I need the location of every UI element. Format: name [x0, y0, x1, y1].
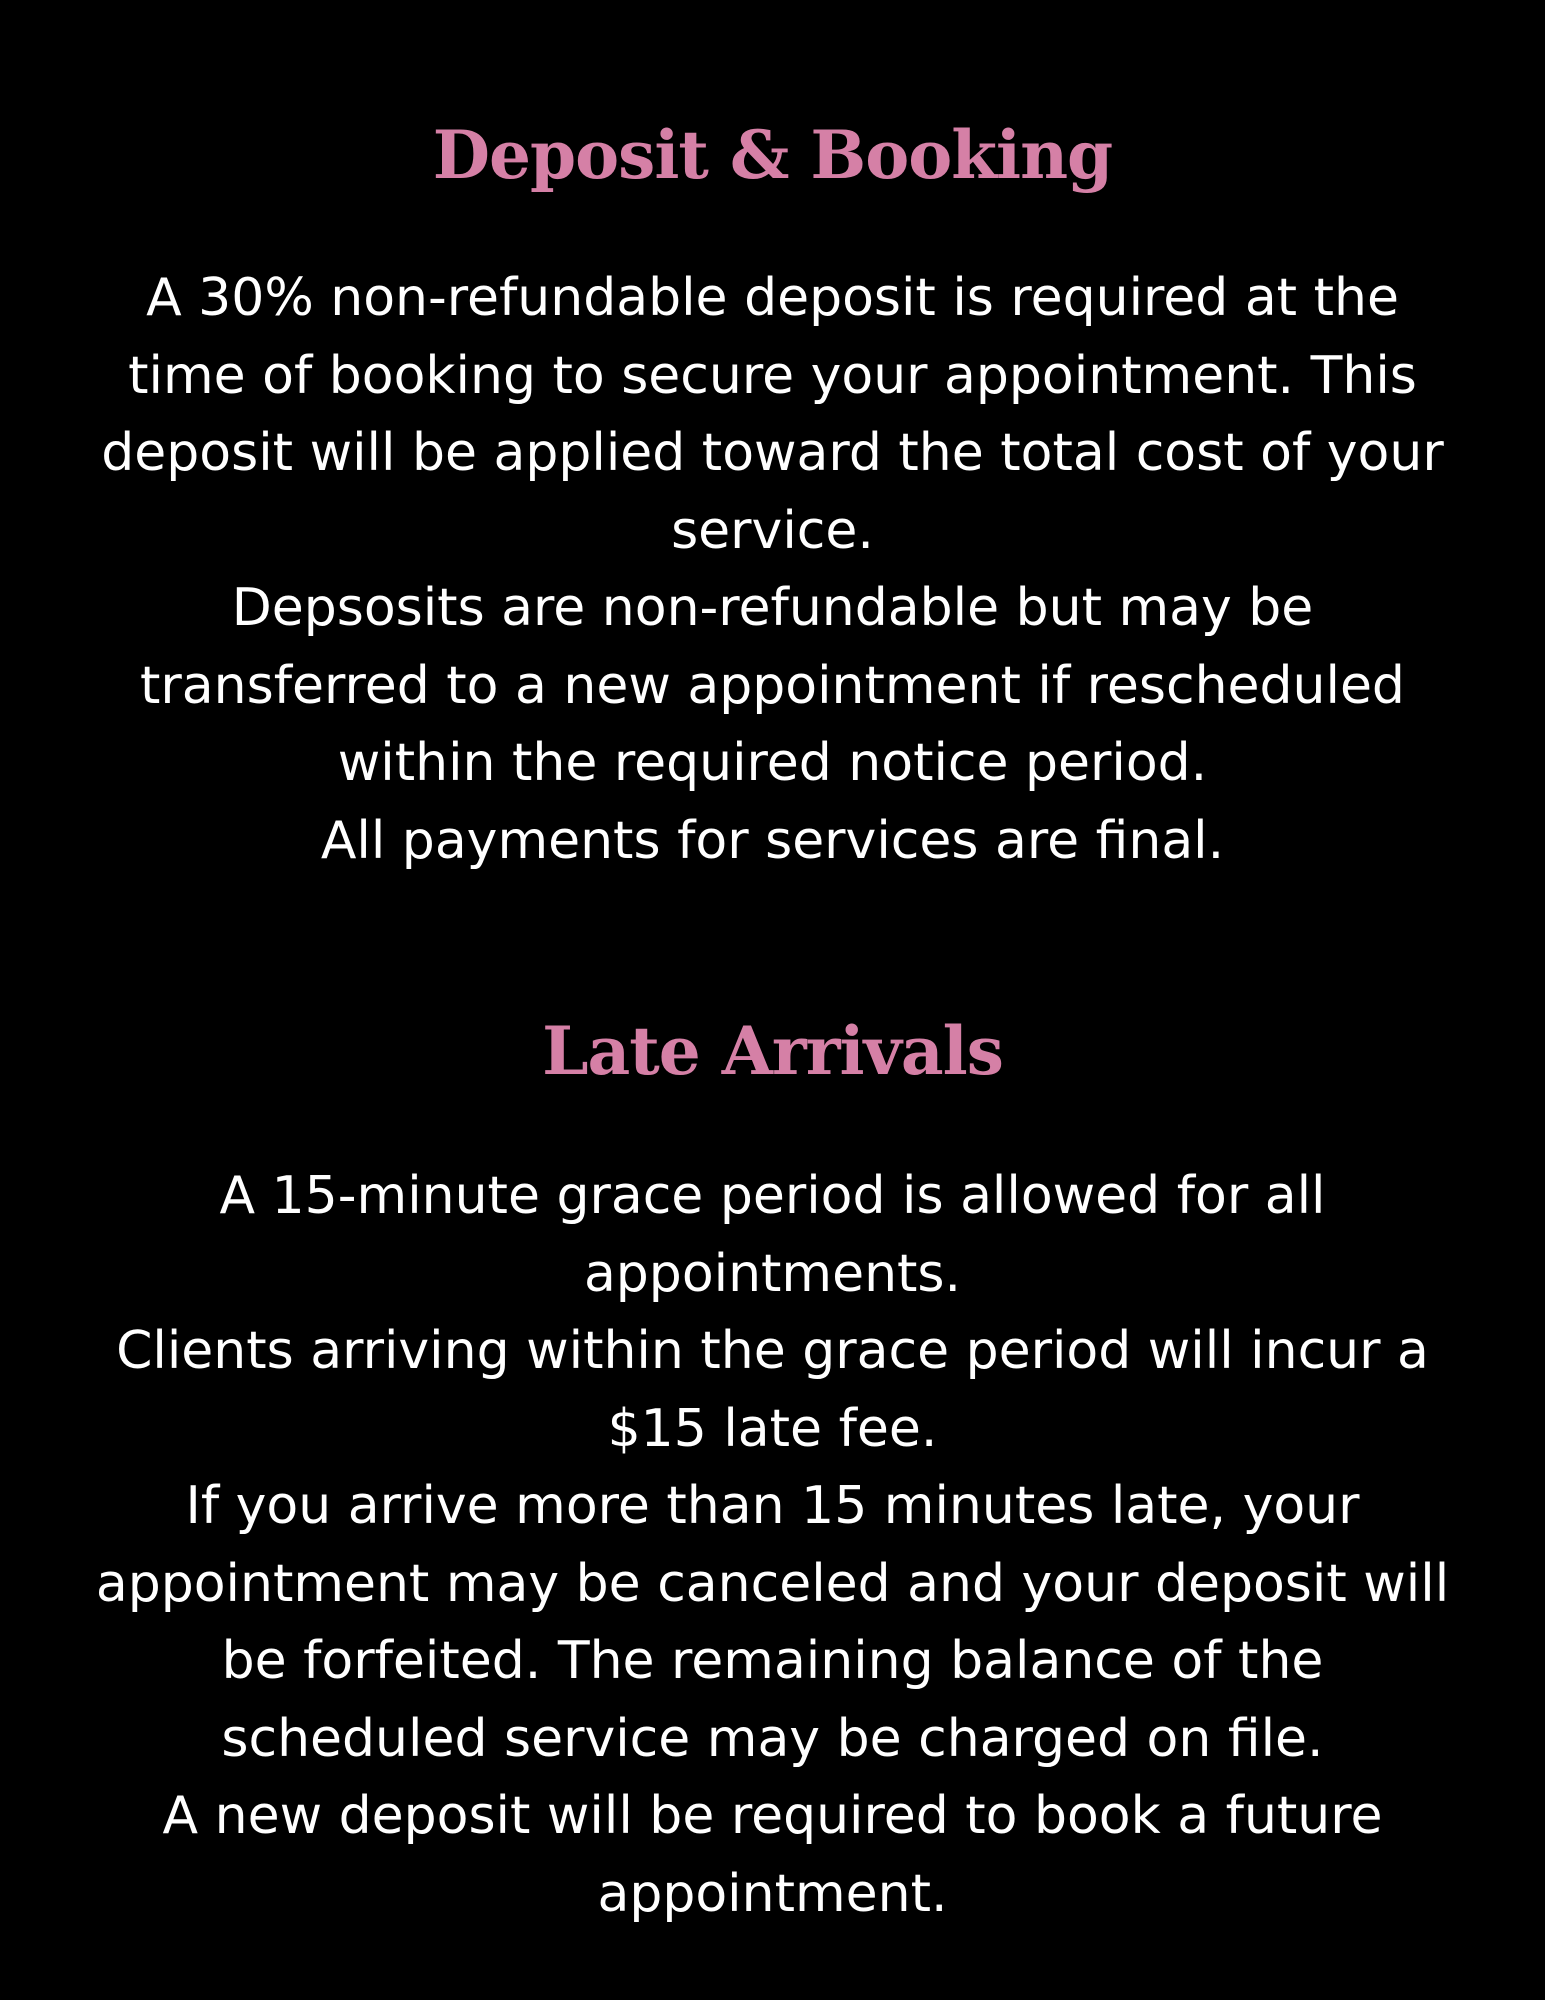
text-line: within the required notice period.	[337, 733, 1208, 793]
text-line: $15 late fee.	[607, 1398, 938, 1459]
text-line: appointments.	[583, 1243, 962, 1304]
text-line: A 15-minute grace period is allowed for all	[219, 1166, 1326, 1226]
text-line: A 30% non-refundable deposit is required at the	[146, 268, 1399, 328]
text-line: transferred to a new appointment if rescheduled	[140, 655, 1405, 716]
deposit-booking-text	[40, 260, 1505, 880]
text-line: Depsosits are non-refundable but may be	[231, 578, 1314, 638]
text-line: A new deposit will be required to book a future	[162, 1786, 1383, 1846]
deposit-booking-heading: Deposit & Booking	[432, 116, 1113, 194]
late-arrivals-text	[40, 1158, 1505, 1933]
text-line: All payments for services are final.	[320, 810, 1225, 871]
text-line: If you arrive more than 15 minutes late, your	[185, 1476, 1360, 1536]
text-line: deposit will be applied toward the total cost of your	[101, 423, 1444, 483]
text-line: service.	[671, 500, 874, 561]
text-line: appointment may be canceled and your deposit will	[95, 1553, 1450, 1614]
text-line: Clients arriving within the grace period will incur a	[116, 1321, 1429, 1381]
late-arrivals-heading: Late Arrivals	[542, 1012, 1003, 1090]
text-line: time of booking to secure your appointment. This	[128, 345, 1417, 406]
text-line: scheduled service may be charged on file.	[221, 1708, 1324, 1769]
text-line: be forfeited. The remaining balance of the	[221, 1631, 1324, 1691]
text-line: appointment.	[597, 1863, 948, 1924]
